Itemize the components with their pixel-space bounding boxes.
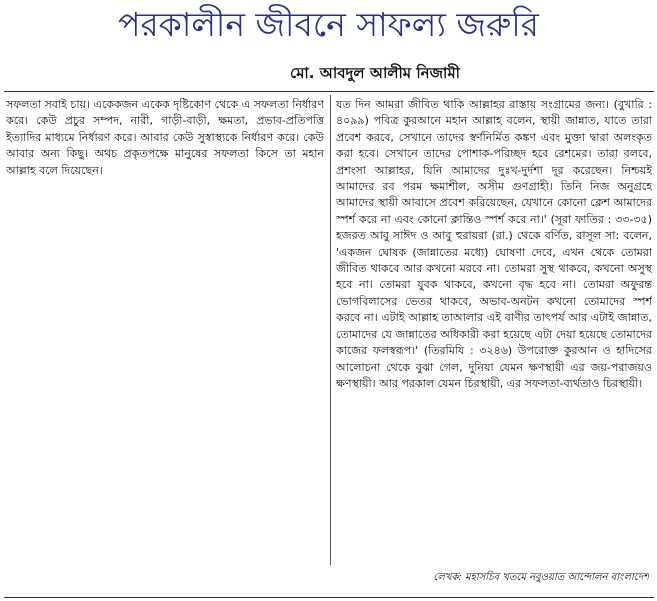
top-divider (4, 91, 654, 92)
right-column (336, 97, 652, 567)
byline: মো. আবদুল আলীম নিজামী (290, 64, 460, 82)
left-paragraph-1: সফলতা সবাই চায়। একেকজন একেক দৃষ্টিকোণ থেকে এ সফলতা নির্ধারণ করে। কেউ প্রচুর সম্পদ, নারী, গাড়ী-বাড়ী, ক্ষমতা, প্রভাব-প্রতিপত্তি ইত্যাদির মাধ্যমে নির্ধারণ করে। আবার কেউ সুস্বাস্থ্যকে নির্ধারণ করে। কেউ আবার অন্য কিছু। অথচ প্রকৃতপক্ষে মানুষের সফলতা কিসে তা মহান আল্লাহ বলে দিয়েছেন। (6, 98, 324, 177)
left-column (6, 97, 324, 573)
bottom-divider (4, 597, 654, 598)
column-divider (330, 95, 331, 565)
author-credit: লেখক: মহাসচিব খতমে নবুওয়াত আন্দোলন বাংলাদেশ (433, 572, 649, 583)
right-paragraph-1: যত দিন আমরা জীবিত থাকি আল্লাহর রাস্তায় সংগ্রামের জন্য। (বুখারি : ৪০৯৯) পবিত্র কুরআনে মহান আল্লাহ বলেন, স্থায়ী জান্নাত, যাতে তারা প্রবেশ করবে, সেখানে তাদের স্বর্ণনির্মিত কঙ্কণ এবং মুক্তা দ্বারা অলংকৃত করা হবে। সেখানে তাদের পোশাক-পরিচ্ছদ হবে রেশমের। তারা বলবে, প্রশংসা আল্লাহর, যিনি আমাদের দুঃখ-দুর্দশা দূর করেছেন। নিশ্চয়ই আমাদের রব পরম ক্ষমাশীল, অসীম গুণগ্রাহী। তিনি নিজ অনুগ্রহে আমাদের স্থায়ী আবাসে প্রবেশ করিয়েছেন, যেখানে কোনো ক্লেশ আমাদের স্পর্শ করে না এবং কোনো ক্লান্তিও স্পর্শ করে না।' (সূরা ফাতির : ৩৩-৩৫) হজরত আবু সাঈদ ও আবু হুরায়রা (রা.) থেকে বর্ণিত, রাসূল সা: বলেন, 'একজন ঘোষক (জান্নাতের মধ্যে) ঘোষণা দেবে, এখন থেকে তোমরা জীবিত থাকবে আর কখনো মরবে না। তোমরা সুস্থ থাকবে, কখনো অসুস্থ হবে না। তোমরা যুবক থাকবে, কখনো বৃদ্ধ হবে না। তোমরা অফুরন্ত ভোগবিলাসের ভেতর থাকবে, অভাব-অনটন কখনো তোমাদের স্পর্শ করবে না। এটাই আল্লাহ তাআলার এই বাণীর তাৎপর্য আর এটাই জান্নাত, তোমাদের যে জান্নাতের অধিকারী করা হয়েছে এটা দেয়া হয়েছে তোমাদের কাজের ফলস্বরূপ।' (তিরমিযি : ৩২৪৬) উপরোক্ত কুরআন ও হাদিসের আলোচনা থেকে বুঝা গেল, দুনিয়া যেমন ক্ষণস্থায়ী এর জয়-পরাজয়ও ক্ষণস্থায়ী। আর পরকাল যেমন চিরস্থায়ী, এর সফলতা-ব্যর্থতাও চিরস্থায়ী। (336, 98, 652, 390)
headline: পরকালীন জীবনে সাফল্য জরুরি (118, 5, 539, 44)
